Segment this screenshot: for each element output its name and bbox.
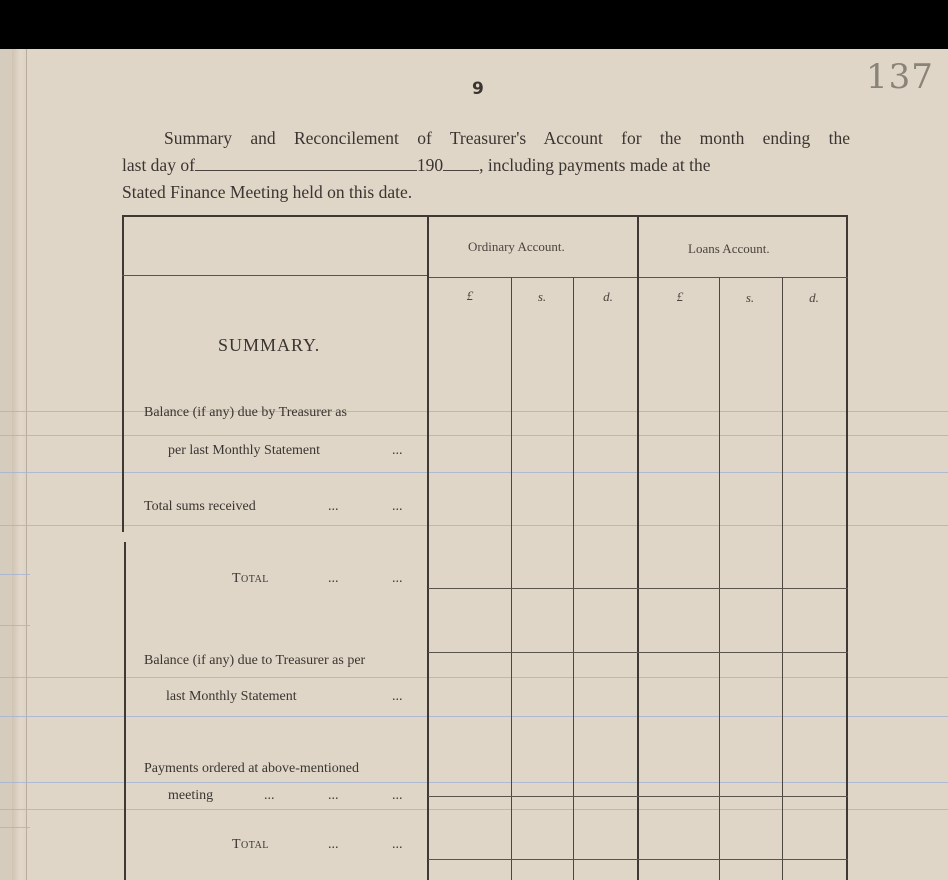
unit-pence-loans: d. xyxy=(809,290,819,305)
stamped-folio-number: 137 xyxy=(866,57,934,97)
leader-dots: ... xyxy=(328,837,339,852)
ledger-page xyxy=(0,49,948,880)
leader-dots: ... xyxy=(264,788,275,803)
ordinary-account-header: Ordinary Account. xyxy=(468,239,565,254)
col-divider xyxy=(719,277,720,880)
heading-line-1 xyxy=(122,125,850,152)
leader-dots: ... xyxy=(328,571,339,586)
last-day-label: last day of xyxy=(122,155,195,175)
payments-ordered-label-2: meeting xyxy=(168,788,214,803)
unit-pounds-loans: £ xyxy=(676,289,684,304)
table-left-border-upper xyxy=(122,215,124,532)
leader-dots: ... xyxy=(328,788,339,803)
month-blank xyxy=(195,156,417,171)
sum-line xyxy=(428,588,848,589)
binding-edge xyxy=(12,49,27,880)
ruled-line xyxy=(0,574,30,575)
sum-line xyxy=(428,652,848,653)
loans-account-header: Loans Account. xyxy=(688,241,770,256)
unit-pence-ordinary: d. xyxy=(603,289,613,304)
col-divider-accounts xyxy=(637,215,639,880)
payments-ordered-label-1: Payments ordered at above-mentioned xyxy=(144,761,359,776)
year-blank xyxy=(443,156,479,171)
total-label-2: Total xyxy=(232,837,269,852)
col-divider xyxy=(573,277,574,880)
leader-dots: ... xyxy=(392,837,403,852)
total-label-1: Total xyxy=(232,571,269,586)
balance-due-to-label-2: last Monthly Statement xyxy=(166,689,297,704)
summary-table xyxy=(122,215,848,880)
page-number: 9 xyxy=(472,79,484,99)
form-heading xyxy=(122,125,850,206)
unit-shillings-loans: s. xyxy=(745,290,755,305)
balance-due-by-label-1: Balance (if any) due by Treasurer as xyxy=(144,405,347,420)
including-text: , including payments made at the xyxy=(479,155,711,175)
ruled-line xyxy=(0,625,30,626)
col-divider xyxy=(782,277,783,880)
sum-line xyxy=(428,796,848,797)
heading-line-2 xyxy=(122,152,850,179)
table-top-border xyxy=(122,215,848,217)
ruled-line xyxy=(0,827,30,828)
leader-dots: ... xyxy=(392,788,403,803)
heading-line-3: Stated Finance Meeting held on this date. xyxy=(122,182,413,202)
table-left-border-lower xyxy=(124,542,126,880)
col-divider xyxy=(511,277,512,880)
balance-due-by-label-2: per last Monthly Statement xyxy=(168,443,321,458)
leader-dots: ... xyxy=(328,499,339,514)
sum-line xyxy=(428,859,848,860)
leader-dots: ... xyxy=(392,689,403,704)
header-bottom-left xyxy=(122,275,428,276)
summary-title: SUMMARY. xyxy=(218,335,321,355)
leader-dots: ... xyxy=(392,443,403,458)
total-sums-received-label: Total sums received xyxy=(144,499,256,514)
table-right-border xyxy=(846,215,848,880)
leader-dots: ... xyxy=(392,499,403,514)
col-divider-label xyxy=(427,215,429,880)
balance-due-to-label-1: Balance (if any) due to Treasurer as per xyxy=(144,653,366,668)
heading-line-1-text: Summary and Reconcilement of Treasurer's Account for the month ending the xyxy=(164,128,850,148)
year-prefix: 190 xyxy=(416,155,444,175)
unit-pounds-ordinary: £ xyxy=(466,288,474,303)
leader-dots: ... xyxy=(392,571,403,586)
unit-shillings-ordinary: s. xyxy=(537,289,547,304)
